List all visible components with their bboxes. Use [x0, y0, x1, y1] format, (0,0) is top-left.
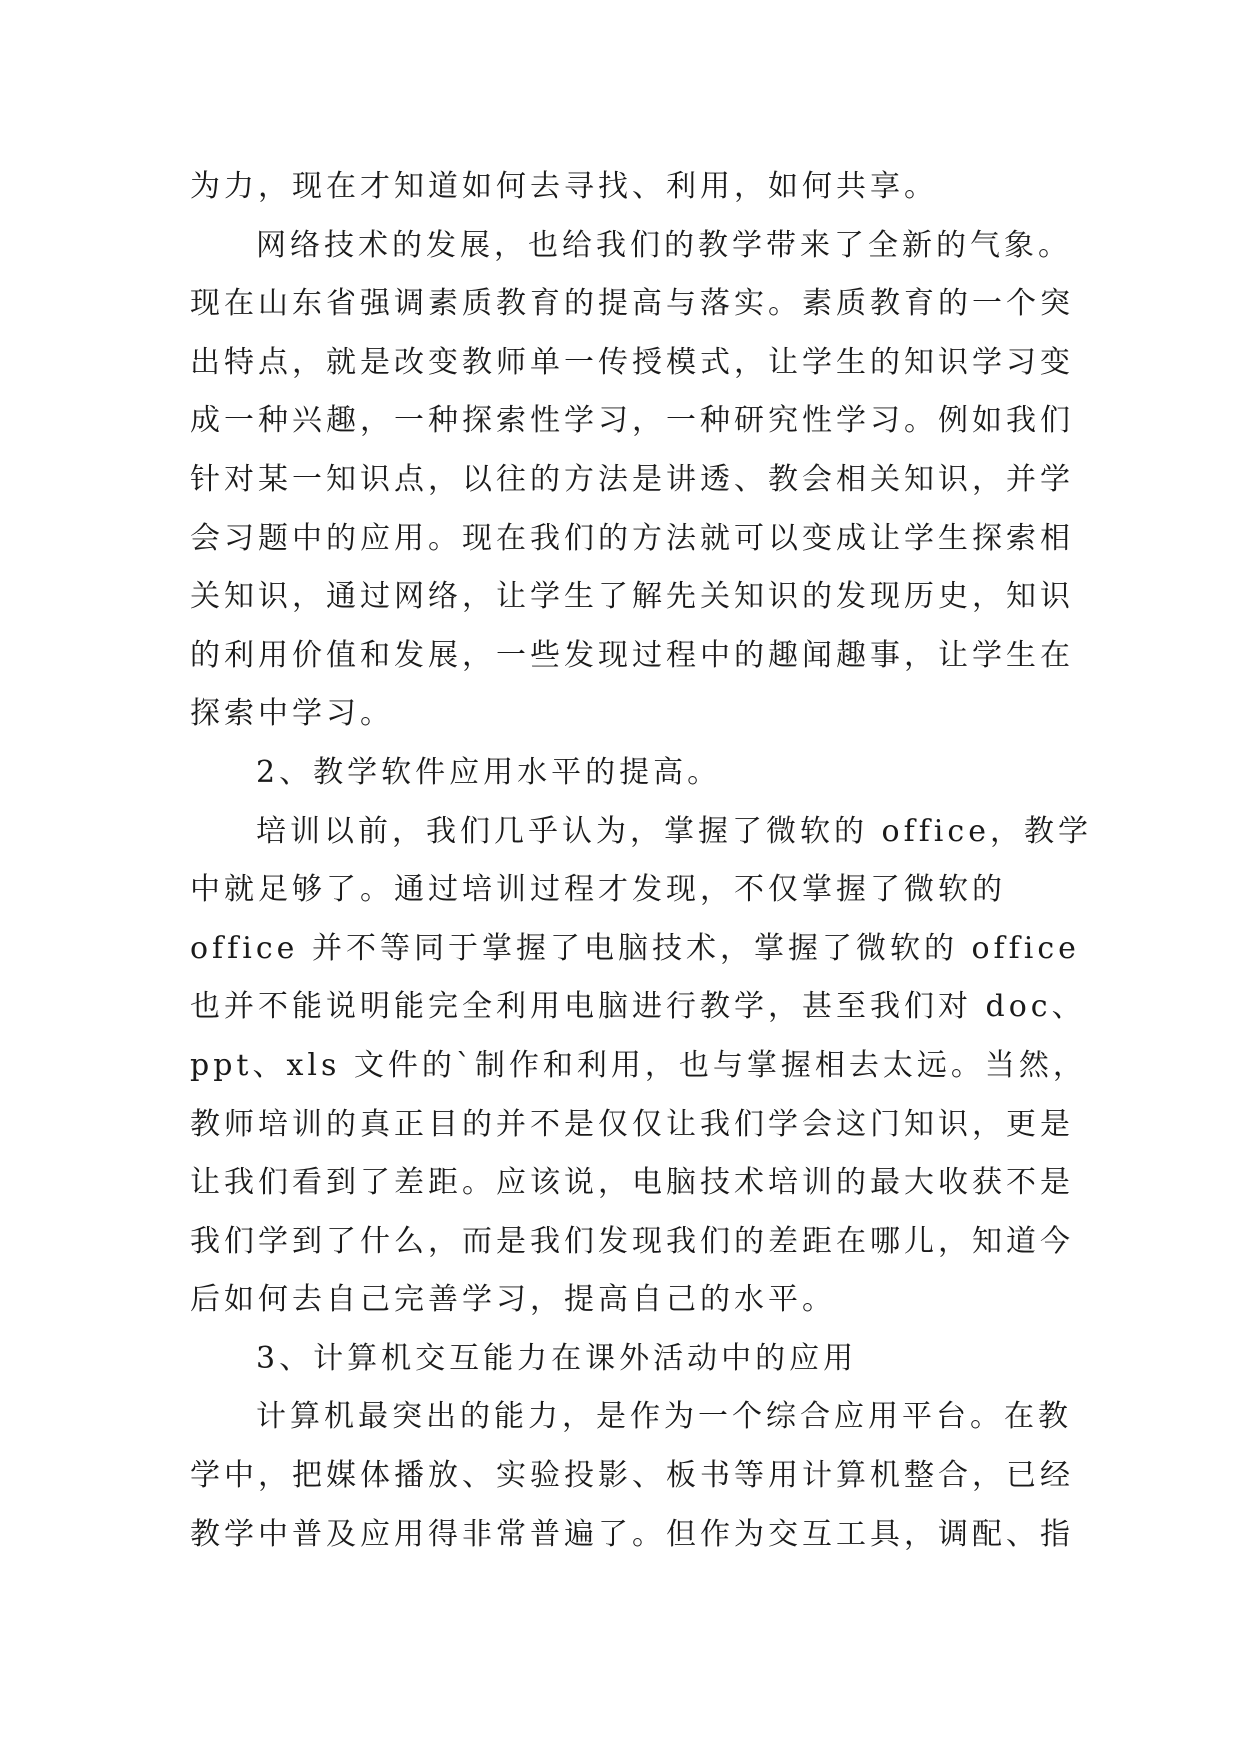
text-line: 中就足够了。通过培训过程才发现，不仅掌握了微软的	[190, 872, 1006, 908]
text-line: 我们学到了什么，而是我们发现我们的差距在哪儿，知道今	[190, 1223, 1074, 1259]
text-line: 教师培训的真正目的并不是仅仅让我们学会这门知识，更是	[190, 1106, 1074, 1142]
text-line: 探索中学习。	[190, 696, 394, 732]
text-line: 出特点，就是改变教师单一传授模式，让学生的知识学习变	[190, 344, 1074, 380]
paragraph-start-line: 网络技术的发展，也给我们的教学带来了全新的气象。	[256, 227, 1072, 263]
text-line: 的利用价值和发展，一些发现过程中的趣闻趣事，让学生在	[190, 637, 1074, 673]
text-line: 让我们看到了差距。应该说，电脑技术培训的最大收获不是	[190, 1165, 1074, 1201]
text-line: office 并不等同于掌握了电脑技术，掌握了微软的 office	[190, 930, 1080, 966]
text-line: 会习题中的应用。现在我们的方法就可以变成让学生探索相	[190, 520, 1074, 556]
text-line: 后如何去自己完善学习，提高自己的水平。	[190, 1282, 836, 1318]
text-line: 教学中普及应用得非常普遍了。但作为交互工具，调配、指	[190, 1516, 1074, 1552]
text-line: 现在山东省强调素质教育的提高与落实。素质教育的一个突	[190, 286, 1074, 322]
section-heading-3: 3、计算机交互能力在课外活动中的应用	[256, 1340, 858, 1376]
text-line: ppt、xls 文件的`制作和利用，也与掌握相去太远。当然，	[190, 1047, 1087, 1083]
paragraph-start-line: 培训以前，我们几乎认为，掌握了微软的 office，教学	[256, 813, 1092, 849]
text-line: 成一种兴趣，一种探索性学习，一种研究性学习。例如我们	[190, 403, 1074, 439]
text-line: 关知识，通过网络，让学生了解先关知识的发现历史，知识	[190, 579, 1074, 615]
paragraph-start-line: 计算机最突出的能力，是作为一个综合应用平台。在教	[256, 1399, 1072, 1435]
section-heading-2: 2、教学软件应用水平的提高。	[256, 754, 722, 790]
text-line: 学中，把媒体播放、实验投影、板书等用计算机整合，已经	[190, 1458, 1074, 1494]
text-line: 针对某一知识点，以往的方法是讲透、教会相关知识，并学	[190, 461, 1074, 497]
text-line: 为力，现在才知道如何去寻找、利用，如何共享。	[190, 169, 938, 204]
document-body	[190, 158, 1092, 1564]
text-line: 也并不能说明能完全利用电脑进行教学，甚至我们对 doc、	[190, 989, 1086, 1025]
